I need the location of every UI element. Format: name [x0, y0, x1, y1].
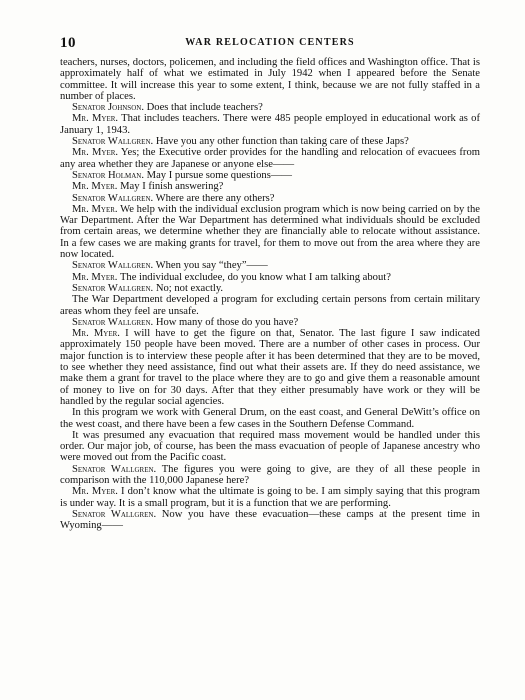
- paragraph-text: The figures you were going to give, are they of all these people in comparison with the 110,000 Japanese here?: [60, 463, 480, 486]
- paragraph: [60, 113, 480, 136]
- paragraph-text: I will have to get the figure on that, Senator. The last figure I saw indicated approximately 150 people have been moved. There are a number of other cases in process. Our major function is to interview these people after it has been determined that they are to be moved, to see whether they need assistance, find out what their assets are. If they do need assistance, we make them a grant for travel to the place where they are to go and give them a reasonable amount of money to live on for 30 days. After that they either presumably have work or they will be handled by the regular social agencies.: [60, 328, 480, 407]
- speaker-name: Senator Johnson.: [72, 102, 144, 114]
- paragraph-text: Does that include teachers?: [146, 102, 263, 114]
- paragraph-text: teachers, nurses, doctors, policemen, and including the field offices and Washington office. That is approximately half of what we estimated in July 1942 when I appeared before the Senate committee. It will increase this year to some extent, I think, because we are not fully staffed in a number of places.: [60, 57, 480, 102]
- page-header: [60, 35, 480, 53]
- paragraph: [60, 170, 480, 181]
- paragraph: [60, 430, 480, 464]
- body-text: [60, 57, 480, 531]
- paragraph: [60, 204, 480, 260]
- speaker-name: Senator Wallgren.: [72, 282, 154, 294]
- paragraph-text: The War Department developed a program for excluding certain persons from certain military areas whom they feel are unsafe.: [60, 294, 480, 317]
- paragraph: [60, 193, 480, 204]
- speaker-name: Mr. Myer.: [72, 203, 118, 215]
- paragraph-text: Yes; the Executive order provides for the handling and relocation of evacuees from any area whether they are Japanese or anyone else——: [60, 147, 480, 170]
- paragraph: [60, 509, 480, 532]
- speaker-name: Mr. Myer.: [72, 271, 118, 283]
- paragraph: [60, 102, 480, 113]
- paragraph-text: May I finish answering?: [120, 181, 224, 193]
- paragraph-text: In this program we work with General Drum, on the east coast, and General DeWitt’s office on the west coast, and there have been a few cases in the Southern Defense Command.: [60, 407, 480, 430]
- paragraph-text: No; not exactly.: [155, 282, 224, 294]
- speaker-name: Mr. Myer.: [72, 181, 118, 193]
- paragraph: [60, 57, 480, 102]
- paragraph-text: That includes teachers. There were 485 people employed in educational work as of January 1, 1943.: [60, 113, 480, 136]
- speaker-name: Mr. Myer.: [72, 486, 118, 498]
- speaker-name: Senator Wallgren.: [72, 136, 154, 148]
- paragraph: [60, 407, 480, 430]
- paragraph: [60, 283, 480, 294]
- paragraph-text: How many of those do you have?: [155, 316, 299, 328]
- paragraph: [60, 317, 480, 328]
- paragraph: [60, 328, 480, 407]
- paragraph-text: Where are there any others?: [155, 192, 275, 204]
- paragraph-text: Now you have these evacuation—these camps at the present time in Wyoming——: [60, 508, 480, 532]
- paragraph-text: May I pursue some questions——: [146, 169, 293, 181]
- speaker-name: Senator Wallgren.: [72, 508, 157, 520]
- running-head: WAR RELOCATION CENTERS: [185, 37, 355, 48]
- speaker-name: Mr. Myer.: [72, 328, 120, 340]
- speaker-name: Senator Wallgren.: [72, 192, 154, 204]
- paragraph: [60, 486, 480, 509]
- paragraph-text: Have you any other function than taking care of these Japs?: [155, 136, 409, 148]
- paragraph: [60, 272, 480, 283]
- paragraph: [60, 294, 480, 317]
- paragraph: [60, 136, 480, 147]
- page-number: 10: [60, 35, 76, 51]
- paragraph-text: The individual excludee, do you know what I am talking about?: [119, 271, 391, 283]
- speaker-name: Senator Wallgren.: [72, 316, 154, 328]
- speaker-name: Senator Holman.: [72, 169, 144, 181]
- paragraph-text: When you say “they”——: [155, 260, 268, 272]
- speaker-name: Mr. Myer.: [72, 113, 119, 125]
- speaker-name: Senator Wallgren.: [72, 463, 157, 475]
- paragraph-text: I don’t know what the ultimate is going to be. I am simply saying that this program is under way. It is a small program, but it is a function that we are performing.: [60, 486, 480, 509]
- paragraph: [60, 260, 480, 271]
- paragraph: [60, 464, 480, 487]
- speaker-name: Senator Wallgren.: [72, 260, 154, 272]
- speaker-name: Mr. Myer.: [72, 147, 119, 159]
- paragraph-text: It was presumed any evacuation that required mass movement would be handled under this order. Our major job, of course, has been the mass evacuation of people of Japanese ancestry who were moved out from the Pacific coast.: [60, 429, 480, 464]
- paragraph: [60, 181, 480, 192]
- paragraph-text: We help with the individual exclusion program which is now being carried on by the War Department. After the War Department has determined what individuals should be excluded from certain areas, we determine whether they are financially able to relocate without assistance. In a few cases we are making grants for travel, for them to move out from the area where they are now located.: [60, 203, 480, 261]
- paragraph: [60, 147, 480, 170]
